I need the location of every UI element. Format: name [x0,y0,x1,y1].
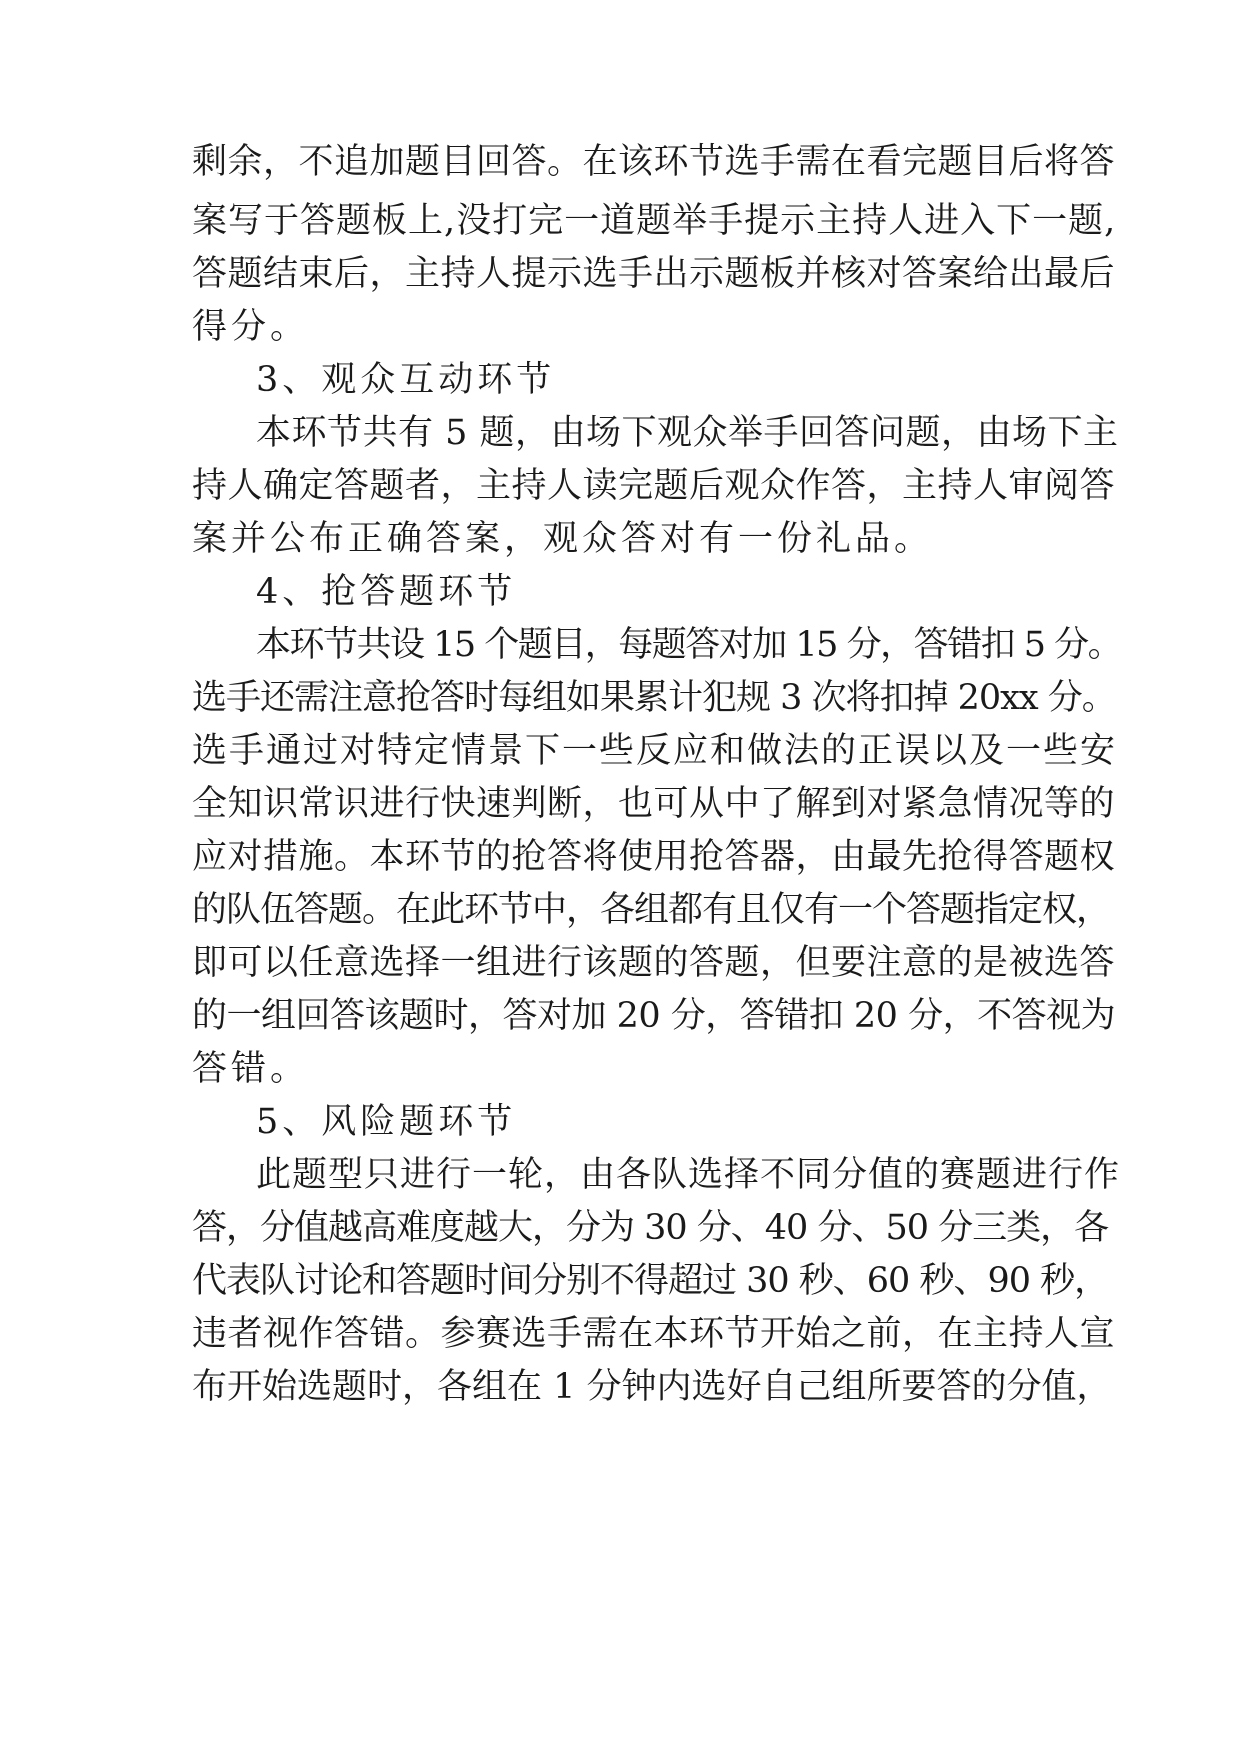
text-line: 答错。 [192,1049,310,1089]
text-line: 本环节共设 15 个题目，每题答对加 15 分，答错扣 5 分。 [256,625,1122,665]
text-line: 全知识常识进行快速判断，也可从中了解到对紧急情况等的 [192,784,1116,824]
text-line: 剩余，不追加题目回答。在该环节选手需在看完题目后将答 [192,142,1116,182]
text-line: 答题结束后，主持人提示选手出示题板并核对答案给出最后 [192,254,1116,294]
section-heading: 3、观众互动环节 [256,360,556,400]
text-line: 案写于答题板上,没打完一道题举手提示主持人进入下一题, [192,201,1117,241]
text-line: 的队伍答题。在此环节中，各组都有且仅有一个答题指定权， [192,890,1111,930]
text-line: 代表队讨论和答题时间分别不得超过 30 秒、60 秒、90 秒， [192,1261,1109,1301]
text-line: 布开始选题时，各组在 1 分钟内选好自己组所要答的分值， [192,1367,1112,1407]
text-line: 选手还需注意抢答时每组如果累计犯规 3 次将扣掉 20xx 分。 [192,678,1116,718]
text-line: 案并公布正确答案，观众答对有一份礼品。 [192,519,934,559]
text-line: 的一组回答该题时，答对加 20 分，答错扣 20 分，不答视为 [192,996,1116,1036]
section-heading: 4、抢答题环节 [256,572,517,612]
text-line: 应对措施。本环节的抢答将使用抢答器，由最先抢得答题权 [192,837,1116,877]
text-line: 选手通过对特定情景下一些反应和做法的正误以及一些安 [192,731,1118,771]
text-line: 违者视作答错。参赛选手需在本环节开始之前，在主持人宣 [192,1314,1116,1354]
text-line: 本环节共有 5 题，由场下观众举手回答问题，由场下主 [256,413,1119,453]
text-line: 答，分值越高难度越大，分为 30 分、40 分、50 分三类，各 [192,1208,1109,1248]
section-heading: 5、风险题环节 [256,1102,517,1142]
text-line: 即可以任意选择一组进行该题的答题，但要注意的是被选答 [192,943,1116,983]
text-line: 持人确定答题者，主持人读完题后观众作答，主持人审阅答 [192,466,1116,506]
text-line: 得分。 [192,307,310,347]
text-line: 此题型只进行一轮，由各队选择不同分值的赛题进行作 [256,1155,1121,1195]
